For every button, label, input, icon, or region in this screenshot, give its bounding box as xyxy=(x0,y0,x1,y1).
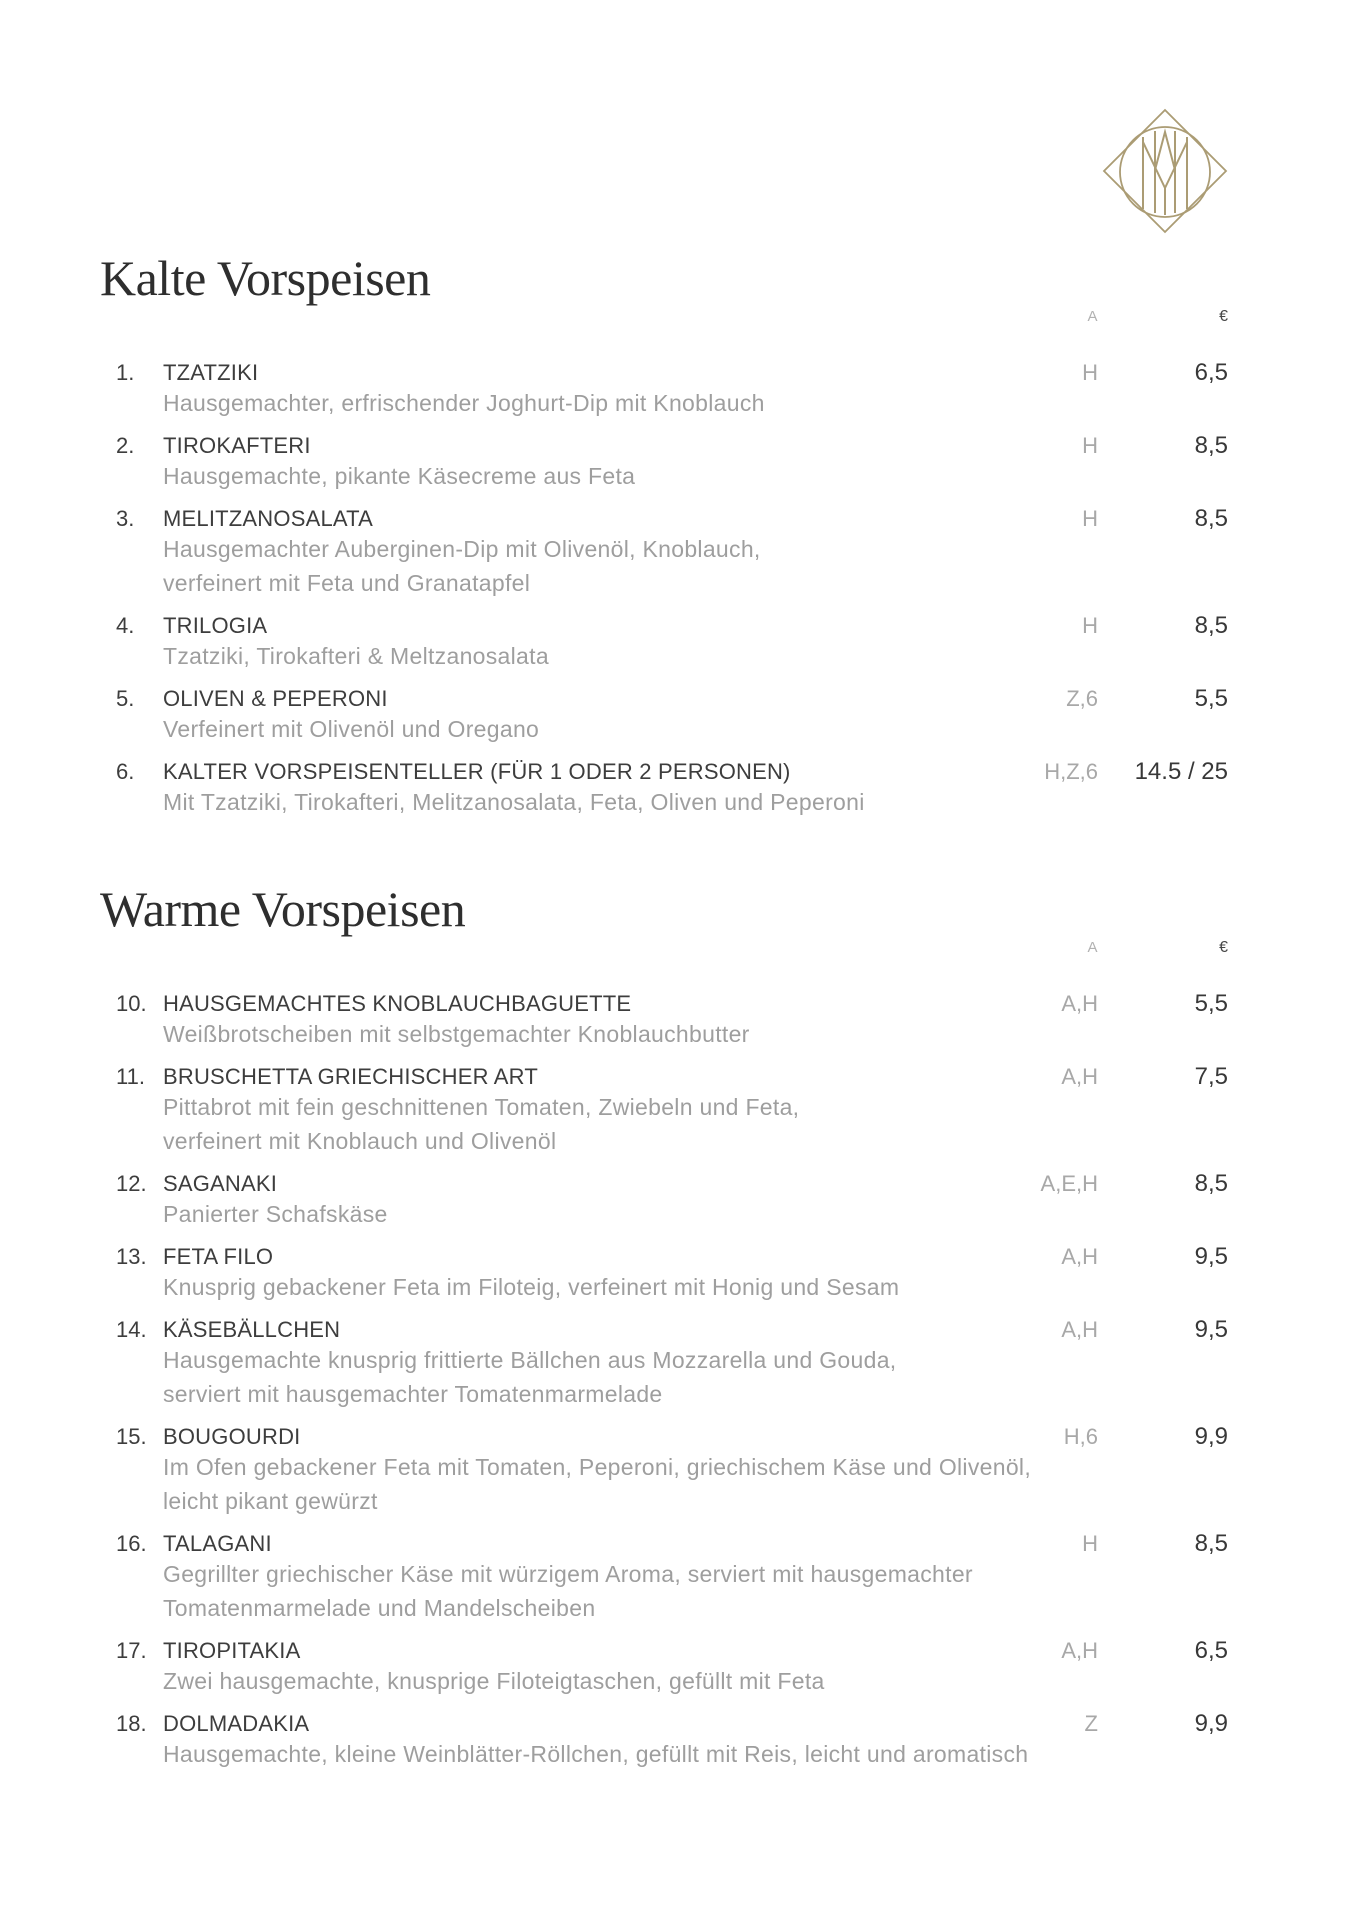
menu-item-head xyxy=(116,1711,1228,1737)
item-name: BOUGOURDI xyxy=(163,1424,301,1449)
item-description xyxy=(163,1017,1228,1051)
item-description-line: leicht pikant gewürzt xyxy=(163,1488,378,1514)
item-number: 12. xyxy=(116,1171,147,1196)
item-allergens: H xyxy=(1082,506,1098,531)
item-price: 8,5 xyxy=(1194,1170,1228,1197)
menu-item xyxy=(116,1711,1228,1771)
item-allergens: H xyxy=(1082,433,1098,458)
item-allergens: A,H xyxy=(1061,991,1098,1016)
item-description-line: Tomatenmarmelade und Mandelscheiben xyxy=(163,1595,596,1621)
menu-item xyxy=(116,613,1228,673)
item-number: 5. xyxy=(116,686,135,711)
menu-item xyxy=(116,686,1228,746)
item-price: 14.5 / 25 xyxy=(1134,758,1228,785)
item-price: 9,9 xyxy=(1194,1710,1228,1737)
item-name: OLIVEN & PEPERONI xyxy=(163,686,388,711)
item-number: 3. xyxy=(116,506,135,531)
item-price: 8,5 xyxy=(1194,505,1228,532)
item-description-line: Mit Tzatziki, Tirokafteri, Melitzanosalata, Feta, Oliven und Peperoni xyxy=(163,789,865,815)
item-number: 6. xyxy=(116,759,135,784)
column-header-row xyxy=(100,939,1228,959)
item-description-line: Tzatziki, Tirokafteri & Meltzanosalata xyxy=(163,643,549,669)
item-price: 7,5 xyxy=(1194,1063,1228,1090)
item-description-line: Knusprig gebackener Feta im Filoteig, verfeinert mit Honig und Sesam xyxy=(163,1274,900,1300)
item-description-line: Pittabrot mit fein geschnittenen Tomaten, Zwiebeln und Feta, xyxy=(163,1094,800,1120)
item-price: 8,5 xyxy=(1194,612,1228,639)
item-price: 9,5 xyxy=(1194,1243,1228,1270)
item-description xyxy=(163,1664,1228,1698)
allergen-column-header: A xyxy=(1087,939,1098,956)
item-description-line: Weißbrotscheiben mit selbstgemachter Knoblauchbutter xyxy=(163,1021,750,1047)
menu-item xyxy=(116,1171,1228,1231)
item-name: TALAGANI xyxy=(163,1531,272,1556)
item-allergens: H xyxy=(1082,613,1098,638)
item-allergens: Z,6 xyxy=(1066,686,1098,711)
menu-item-head xyxy=(116,360,1228,386)
section-title: Kalte Vorspeisen xyxy=(100,250,431,306)
price-column-header: € xyxy=(1219,308,1228,325)
item-description-line: verfeinert mit Feta und Granatapfel xyxy=(163,570,531,596)
item-allergens: A,H xyxy=(1061,1064,1098,1089)
item-price: 9,5 xyxy=(1194,1316,1228,1343)
menu-item xyxy=(116,506,1228,600)
item-price: 6,5 xyxy=(1194,359,1228,386)
item-description-line: Zwei hausgemachte, knusprige Filoteigtaschen, gefüllt mit Feta xyxy=(163,1668,825,1694)
item-name: BRUSCHETTA GRIECHISCHER ART xyxy=(163,1064,538,1089)
menu-item xyxy=(116,1317,1228,1411)
menu-item-head xyxy=(116,686,1228,712)
menu-item-head xyxy=(116,1064,1228,1090)
item-number: 2. xyxy=(116,433,135,458)
menu-item-head xyxy=(116,1244,1228,1270)
item-description-line: Verfeinert mit Olivenöl und Oregano xyxy=(163,716,540,742)
item-description xyxy=(163,459,1228,493)
item-name: HAUSGEMACHTES KNOBLAUCHBAGUETTE xyxy=(163,991,632,1016)
item-allergens: A,H xyxy=(1061,1317,1098,1342)
item-description xyxy=(163,712,1228,746)
item-description-line: verfeinert mit Knoblauch und Olivenöl xyxy=(163,1128,557,1154)
item-allergens: A,E,H xyxy=(1040,1171,1098,1196)
item-description xyxy=(163,1737,1228,1771)
menu-item xyxy=(116,433,1228,493)
menu-item xyxy=(116,360,1228,420)
item-allergens: H xyxy=(1082,1531,1098,1556)
item-description-line: Hausgemachter, erfrischender Joghurt-Dip mit Knoblauch xyxy=(163,390,765,416)
item-price: 8,5 xyxy=(1194,1530,1228,1557)
menu-item-head xyxy=(116,1531,1228,1557)
item-number: 15. xyxy=(116,1424,147,1449)
item-price: 5,5 xyxy=(1194,990,1228,1017)
item-allergens: A,H xyxy=(1061,1638,1098,1663)
price-column-header: € xyxy=(1219,939,1228,956)
menu-item xyxy=(116,1424,1228,1518)
item-description xyxy=(163,639,1228,673)
item-number: 18. xyxy=(116,1711,147,1736)
menu-item-head xyxy=(116,759,1228,785)
item-allergens: H xyxy=(1082,360,1098,385)
menu-item-head xyxy=(116,1171,1228,1197)
item-name: TIROPITAKIA xyxy=(163,1638,301,1663)
item-name: MELITZANOSALATA xyxy=(163,506,374,531)
item-price: 6,5 xyxy=(1194,1637,1228,1664)
item-description xyxy=(163,1270,1228,1304)
menu-item xyxy=(116,759,1228,819)
item-allergens: Z xyxy=(1084,1711,1098,1736)
item-description-line: Hausgemachte, kleine Weinblätter-Röllchen, gefüllt mit Reis, leicht und aromatisch xyxy=(163,1741,1029,1767)
item-name: KALTER VORSPEISENTELLER (FÜR 1 ODER 2 PERSONEN) xyxy=(163,759,791,784)
item-number: 11. xyxy=(116,1064,145,1089)
item-name: TZATZIKI xyxy=(163,360,259,385)
item-price: 9,9 xyxy=(1194,1423,1228,1450)
item-description xyxy=(163,532,1228,600)
menu-item-head xyxy=(116,991,1228,1017)
restaurant-logo xyxy=(1102,108,1228,234)
section-title: Warme Vorspeisen xyxy=(100,881,466,937)
menu-item xyxy=(116,1531,1228,1625)
item-number: 13. xyxy=(116,1244,147,1269)
item-list xyxy=(116,991,1228,1771)
item-description-line: Hausgemachte, pikante Käsecreme aus Feta xyxy=(163,463,636,489)
menu-item-head xyxy=(116,433,1228,459)
item-name: KÄSEBÄLLCHEN xyxy=(163,1317,341,1342)
menu-item-head xyxy=(116,1424,1228,1450)
item-number: 1. xyxy=(116,360,135,385)
menu-item xyxy=(116,1064,1228,1158)
item-description-line: Panierter Schafskäse xyxy=(163,1201,388,1227)
item-name: SAGANAKI xyxy=(163,1171,278,1196)
item-number: 4. xyxy=(116,613,135,638)
item-list xyxy=(116,360,1228,819)
item-description-line: Im Ofen gebackener Feta mit Tomaten, Peperoni, griechischem Käse und Olivenöl, xyxy=(163,1454,1032,1480)
item-description-line: serviert mit hausgemachter Tomatenmarmelade xyxy=(163,1381,663,1407)
item-name: DOLMADAKIA xyxy=(163,1711,310,1736)
monogram-icon xyxy=(1102,108,1228,234)
section-kalte-vorspeisen xyxy=(100,252,1228,819)
item-description-line: Hausgemachter Auberginen-Dip mit Olivenöl, Knoblauch, xyxy=(163,536,761,562)
item-number: 14. xyxy=(116,1317,147,1342)
item-allergens: H,6 xyxy=(1063,1424,1098,1449)
item-price: 8,5 xyxy=(1194,432,1228,459)
item-description xyxy=(163,1343,1228,1411)
menu-content xyxy=(0,252,1366,1771)
item-price: 5,5 xyxy=(1194,685,1228,712)
item-description xyxy=(163,1557,1228,1625)
item-description xyxy=(163,1090,1228,1158)
item-number: 16. xyxy=(116,1531,147,1556)
item-name: TIROKAFTERI xyxy=(163,433,311,458)
menu-item-head xyxy=(116,1317,1228,1343)
menu-item xyxy=(116,1244,1228,1304)
item-number: 10. xyxy=(116,991,147,1016)
item-description xyxy=(163,1197,1228,1231)
allergen-column-header: A xyxy=(1087,308,1098,325)
item-description-line: Hausgemachte knusprig frittierte Bällchen aus Mozzarella und Gouda, xyxy=(163,1347,897,1373)
menu-item-head xyxy=(116,613,1228,639)
item-name: FETA FILO xyxy=(163,1244,274,1269)
menu-item xyxy=(116,1638,1228,1698)
item-allergens: A,H xyxy=(1061,1244,1098,1269)
menu-item-head xyxy=(116,506,1228,532)
item-description-line: Gegrillter griechischer Käse mit würzigem Aroma, serviert mit hausgemachter xyxy=(163,1561,973,1587)
item-description xyxy=(163,386,1228,420)
item-allergens: H,Z,6 xyxy=(1044,759,1098,784)
menu-item xyxy=(116,991,1228,1051)
item-name: TRILOGIA xyxy=(163,613,268,638)
menu-item-head xyxy=(116,1638,1228,1664)
item-description xyxy=(163,1450,1228,1518)
section-warme-vorspeisen xyxy=(100,883,1228,1771)
item-description xyxy=(163,785,1228,819)
column-header-row xyxy=(100,308,1228,328)
item-number: 17. xyxy=(116,1638,147,1663)
